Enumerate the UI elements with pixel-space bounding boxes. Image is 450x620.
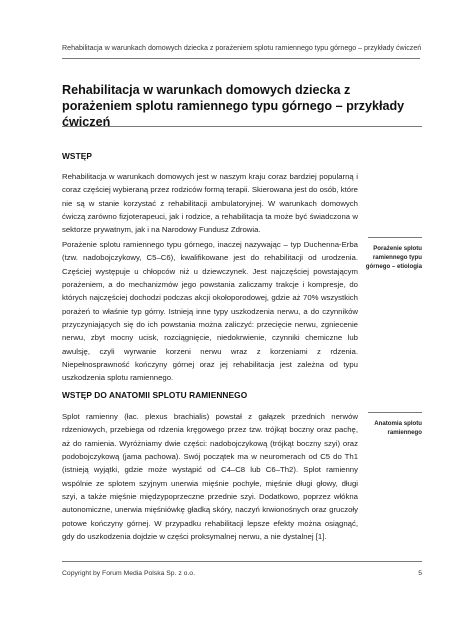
title-rule xyxy=(62,126,422,127)
paragraph-intro-2: Porażenie splotu ramiennego typu górnego, inaczej nazywając – typ Duchenna-Erba (tzw. nadobojczykowy, C5–C6), kwalifikowane jest do rehabilitacji od urodzenia. Częściej występuje u chłopców niż u dziewczynek. Jest najczęściej powstającym porażeniem, a do mechanizmów jego powstania zaliczamy trakcje i kompresje, do których najczęściej dochodzi podczas akcji okołoporodowej, gdzie aż 70% wszystkich porażeń to właśnie typ górny. Istnieją inne typy uszkodzenia nerwu, a do czynników przyczyniających się do ich powstania można zaliczyć: przecięcie nerwu, zgniecenie nerwu, zbyt mocny ucisk, rozciągnięcie, niedokrwienie, czynniki chemiczne lub awulsję, czyli wyrwanie korzeni nerwu wraz z korzeniami z rdzenia. Niepełnosprawność kończyny górnej oraz jej rehabilitacja jest zależna od typu uszkodzenia splotu ramiennego. xyxy=(62,240,358,383)
section-heading-intro: WSTĘP xyxy=(62,151,93,161)
sidenote-etiology: Porażenie splotu ramiennego typu górnego – etiologia xyxy=(365,245,422,270)
page-number: 5 xyxy=(418,570,422,577)
paragraph-anatomy-1: Splot ramienny (łac. plexus brachialis) powstał z gałązek przednich nerwów rdzeniowych, przebiega od rdzenia kręgowego przez tzw. trójkąt boczny oraz pachę, aż do ramienia. Wyróżniamy dwie części: nadobojczykową (trójkąt boczny szyi) oraz podobojczykową (jama pachowa). Swój początek ma w neuromerach od C5 do Th1 (istnieją wyjątki, gdzie może wystąpić od C4–C8 lub C6–Th2). Splot ramienny wspólnie ze splotem szyjnym unerwia mięśnie pochyłe, mięśnie długi głowy, długi szyi, a także mięśnie międzypoprzeczne przednie szyi. Dodatkowo, poprzez włókna autonomiczne, unerwia mięśniówkę gładką skóry, naczyń krwionośnych oraz gruczoły potowe kończyny górnej. W przypadku rehabilitacji lepsze efekty można osiągnąć, gdy do uszkodzenia dojdzie w części proksymalnej nerwu, a nie dystalnej [1]. xyxy=(62,412,358,542)
running-head: Rehabilitacja w warunkach domowych dziecka z porażeniem splotu ramiennego typu górnego – przykłady ćwiczeń xyxy=(62,44,422,52)
paragraph-intro-1: Rehabilitacja w warunkach domowych jest w naszym kraju coraz bardziej popularną i coraz częściej wybieraną przez rodziców formą terapii. Skierowana jest do osób, które nie są w stanie korzystać z rehabilitacji ambulatoryjnej. W warunkach domowych ćwiczą zarówno fizjoterapeuci, jak i rodzice, a rehabilitacja ta może być świadczona w sektorze prywatnym, jak i na Narodowy Fundusz Zdrowia. xyxy=(62,172,358,235)
sidenote-rule-etiology xyxy=(368,237,422,238)
footer-copyright: Copyright by Forum Media Polska Sp. z o.o. xyxy=(62,570,195,577)
sidenote-rule-anatomy xyxy=(368,412,422,413)
sidenote-anatomy: Anatomia splotu ramiennego xyxy=(374,420,422,436)
footer-rule xyxy=(62,561,422,562)
section-heading-anatomy: WSTĘP DO ANATOMII SPLOTU RAMIENNEGO xyxy=(62,390,248,400)
article-title: Rehabilitacja w warunkach domowych dziecka z porażeniem splotu ramiennego typu górnego – przykłady ćwiczeń xyxy=(62,83,405,129)
running-head-rule xyxy=(62,58,420,59)
